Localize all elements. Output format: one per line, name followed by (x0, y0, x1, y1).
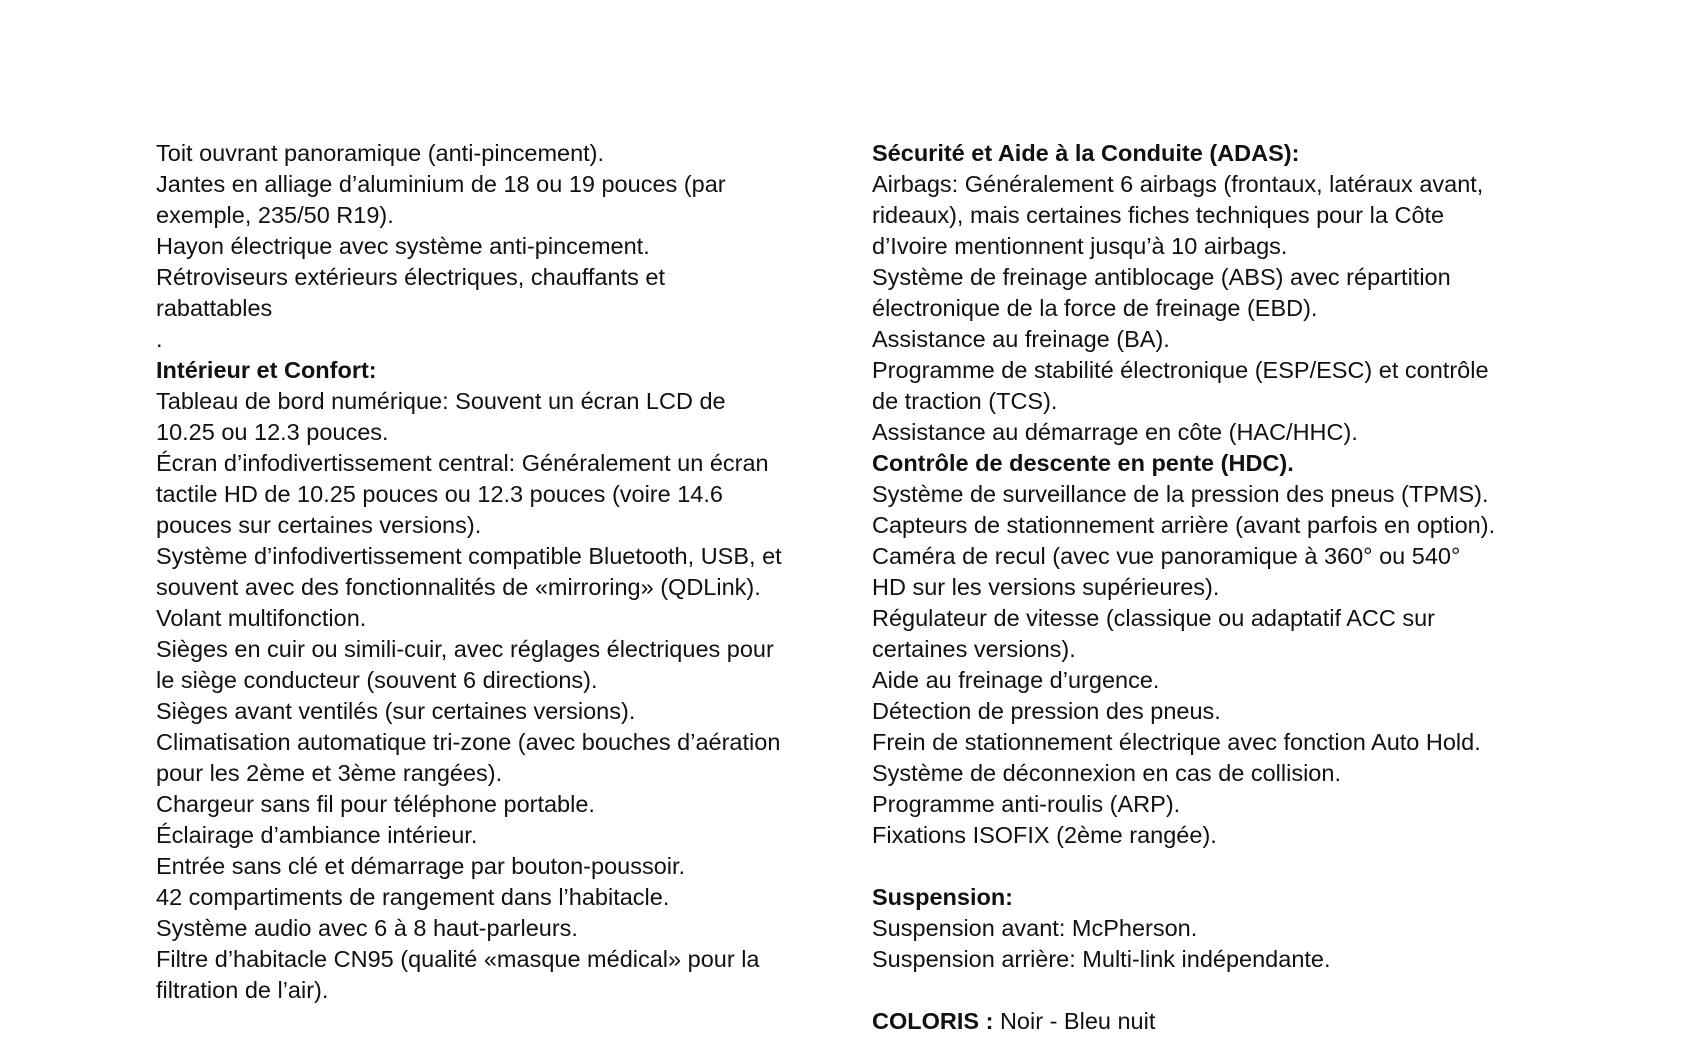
feature-line: Airbags: Généralement 6 airbags (frontaux, latéraux avant, (872, 171, 1484, 197)
feature-line: Programme de stabilité électronique (ESP/ESC) et contrôle (872, 357, 1489, 383)
feature-line: Hayon électrique avec système anti-pincement. (156, 233, 650, 259)
feature-line: Assistance au freinage (BA). (872, 326, 1170, 352)
feature-line: Filtre d’habitacle CN95 (qualité «masque médical» pour la (156, 946, 760, 972)
feature-line: Capteurs de stationnement arrière (avant parfois en option). (872, 512, 1496, 538)
feature-line: 10.25 ou 12.3 pouces. (156, 419, 389, 445)
section-spacer (872, 975, 1572, 1006)
feature-line: rideaux), mais certaines fiches techniques pour la Côte (872, 202, 1445, 228)
section-heading-safety: Sécurité et Aide à la Conduite (ADAS): (872, 140, 1300, 166)
feature-line: Programme anti-roulis (ARP). (872, 791, 1181, 817)
feature-line: tactile HD de 10.25 pouces ou 12.3 pouces (voire 14.6 (156, 481, 723, 507)
feature-line: pour les 2ème et 3ème rangées). (156, 760, 503, 786)
feature-line: Caméra de recul (avec vue panoramique à 360° ou 540° (872, 543, 1461, 569)
section-spacer (872, 851, 1572, 882)
feature-line: pouces sur certaines versions). (156, 512, 482, 538)
feature-line: exemple, 235/50 R19). (156, 202, 394, 228)
feature-line: rabattables (156, 295, 273, 321)
colors-line (872, 1006, 1572, 1037)
feature-line: Climatisation automatique tri-zone (avec bouches d’aération (156, 729, 781, 755)
feature-line: HD sur les versions supérieures). (872, 574, 1220, 600)
feature-line: Aide au freinage d’urgence. (872, 667, 1160, 693)
feature-line: Frein de stationnement électrique avec fonction Auto Hold. (872, 729, 1481, 755)
feature-line: Système audio avec 6 à 8 haut-parleurs. (156, 915, 578, 941)
feature-line: de traction (TCS). (872, 388, 1058, 414)
feature-line: Sièges avant ventilés (sur certaines versions). (156, 698, 636, 724)
feature-line: Suspension arrière: Multi-link indépendante. (872, 946, 1331, 972)
feature-line: Entrée sans clé et démarrage par bouton-poussoir. (156, 853, 686, 879)
colors-label: COLORIS : (872, 1008, 994, 1034)
feature-line: Rétroviseurs extérieurs électriques, chauffants et (156, 264, 665, 290)
hdc-line: Contrôle de descente en pente (HDC). (872, 450, 1294, 476)
feature-line: filtration de l’air). (156, 977, 329, 1003)
feature-line: Sièges en cuir ou simili-cuir, avec réglages électriques pour (156, 636, 774, 662)
feature-line: Chargeur sans fil pour téléphone portable. (156, 791, 595, 817)
left-column (156, 138, 856, 1006)
feature-line: Tableau de bord numérique: Souvent un écran LCD de (156, 388, 726, 414)
feature-line: Système d’infodivertissement compatible Bluetooth, USB, et (156, 543, 782, 569)
feature-line: souvent avec des fonctionnalités de «mirroring» (QDLink). (156, 574, 761, 600)
section-heading-suspension: Suspension: (872, 884, 1014, 910)
feature-line: Système de freinage antiblocage (ABS) avec répartition (872, 264, 1451, 290)
feature-line: Suspension avant: McPherson. (872, 915, 1198, 941)
feature-line: Système de surveillance de la pression des pneus (TPMS). (872, 481, 1489, 507)
feature-line: 42 compartiments de rangement dans l’habitacle. (156, 884, 670, 910)
feature-line: Éclairage d’ambiance intérieur. (156, 822, 478, 848)
feature-line: . (156, 326, 163, 352)
feature-line: Assistance au démarrage en côte (HAC/HHC). (872, 419, 1358, 445)
feature-line: Régulateur de vitesse (classique ou adaptatif ACC sur (872, 605, 1436, 631)
section-heading-interior: Intérieur et Confort: (156, 357, 377, 383)
feature-line: Volant multifonction. (156, 605, 367, 631)
feature-line: électronique de la force de freinage (EBD). (872, 295, 1318, 321)
feature-line: Toit ouvrant panoramique (anti-pincement). (156, 140, 605, 166)
right-column (872, 138, 1572, 1037)
colors-value: Noir - Bleu nuit (993, 1008, 1156, 1034)
feature-line: Fixations ISOFIX (2ème rangée). (872, 822, 1217, 848)
feature-line: Détection de pression des pneus. (872, 698, 1221, 724)
feature-line: le siège conducteur (souvent 6 directions). (156, 667, 598, 693)
feature-line: certaines versions). (872, 636, 1076, 662)
feature-line: Écran d’infodivertissement central: Généralement un écran (156, 450, 769, 476)
feature-line: d’Ivoire mentionnent jusqu’à 10 airbags. (872, 233, 1288, 259)
feature-line: Jantes en alliage d’aluminium de 18 ou 19 pouces (par (156, 171, 726, 197)
feature-line: Système de déconnexion en cas de collision. (872, 760, 1341, 786)
